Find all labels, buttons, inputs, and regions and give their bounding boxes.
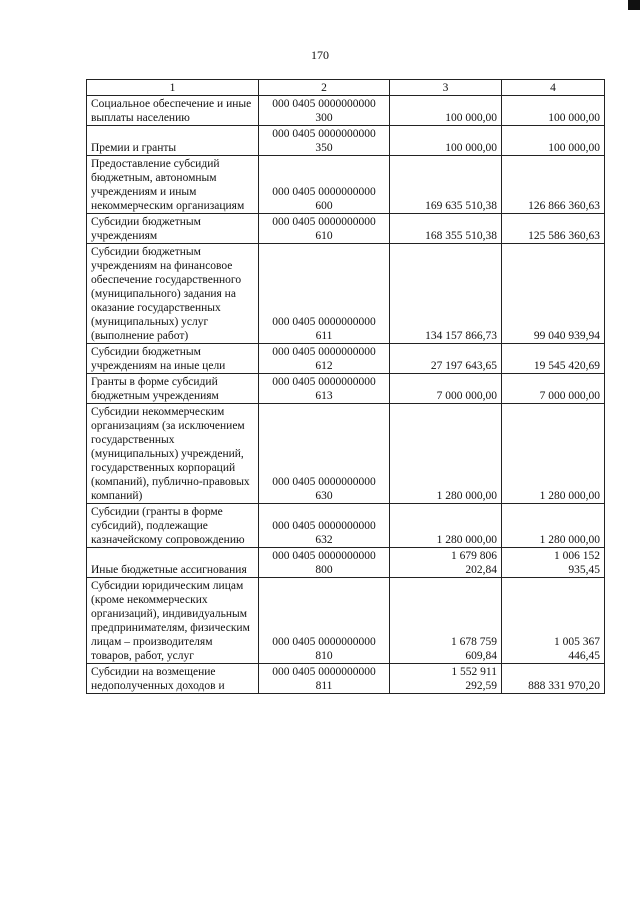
row-code [259, 664, 390, 694]
row-code-line-1: 000 0405 0000000000 [272, 98, 376, 110]
row-value-col3-line-2: 609,84 [465, 650, 497, 662]
row-value-col3-line-2: 1 280 000,00 [436, 534, 497, 546]
row-code-line-1: 000 0405 0000000000 [272, 316, 376, 328]
row-name: Субсидии некоммерческим организациям (за исключением государственных (муниципальных) учреждений, государственных корпораций (компаний), публично-правовых компаний) [87, 404, 259, 504]
row-value-col3 [390, 664, 502, 694]
row-value-col3 [390, 404, 502, 504]
row-value-col3-line-1: 1 678 759 [451, 636, 497, 648]
row-code-line-1: 000 0405 0000000000 [272, 636, 376, 648]
row-name: Субсидии юридическим лицам (кроме некоммерческих организаций), индивидуальным предпринимателям, физическим лицам – производителям товаров, работ, услуг [87, 578, 259, 664]
row-code [259, 578, 390, 664]
page-number: 170 [311, 48, 329, 62]
row-code-line-2: 612 [315, 360, 333, 372]
corner-mark [628, 0, 640, 10]
row-value-col3-line-1: 1 679 806 [451, 550, 497, 562]
row-code-line-1: 000 0405 0000000000 [272, 476, 376, 488]
table-row [87, 214, 605, 244]
row-value-col3-line-2: 168 355 510,38 [425, 230, 497, 242]
row-value-col4-line-2: 1 280 000,00 [539, 490, 600, 502]
budget-table [86, 79, 605, 694]
row-value-col4 [502, 578, 605, 664]
row-value-col3 [390, 214, 502, 244]
row-name: Субсидии на возмещение недополученных доходов и [87, 664, 259, 694]
row-code-line-2: 811 [315, 680, 333, 692]
row-code-line-2: 350 [315, 142, 333, 154]
row-value-col4-line-2: 126 866 360,63 [528, 200, 600, 212]
row-name: Гранты в форме субсидий бюджетным учреждениям [87, 374, 259, 404]
row-code [259, 504, 390, 548]
row-code-line-1: 000 0405 0000000000 [272, 186, 376, 198]
column-header-1: 1 [87, 80, 259, 96]
row-code [259, 404, 390, 504]
row-value-col3 [390, 244, 502, 344]
row-value-col3 [390, 126, 502, 156]
row-value-col4 [502, 404, 605, 504]
row-name: Субсидии (гранты в форме субсидий), подлежащие казначейскому сопровождению [87, 504, 259, 548]
row-value-col3 [390, 578, 502, 664]
row-value-col3-line-2: 134 157 866,73 [425, 330, 497, 342]
row-value-col3-line-2: 100 000,00 [445, 112, 497, 124]
column-header-3: 3 [390, 80, 502, 96]
row-name: Субсидии бюджетным учреждениям [87, 214, 259, 244]
row-value-col4 [502, 548, 605, 578]
row-code [259, 374, 390, 404]
row-value-col4-line-2: 100 000,00 [548, 112, 600, 124]
row-value-col4 [502, 664, 605, 694]
table-row [87, 126, 605, 156]
row-value-col4 [502, 96, 605, 126]
row-value-col3 [390, 374, 502, 404]
row-value-col4 [502, 504, 605, 548]
row-value-col4-line-1: 1 006 152 [554, 550, 600, 562]
table-row [87, 244, 605, 344]
table-header-row [87, 80, 605, 96]
row-name: Субсидии бюджетным учреждениям на финансовое обеспечение государственного (муниципального) задания на оказание государственных (муниципальных) услуг (выполнение работ) [87, 244, 259, 344]
row-value-col4-line-2: 935,45 [568, 564, 600, 576]
row-code-line-1: 000 0405 0000000000 [272, 376, 376, 388]
row-value-col3-line-2: 100 000,00 [445, 142, 497, 154]
row-value-col3-line-2: 1 280 000,00 [436, 490, 497, 502]
row-value-col4 [502, 214, 605, 244]
row-name: Премии и гранты [87, 126, 259, 156]
row-name: Предоставление субсидий бюджетным, автономным учреждениям и иным некоммерческим организациям [87, 156, 259, 214]
table-row [87, 548, 605, 578]
row-value-col4 [502, 156, 605, 214]
row-value-col3 [390, 156, 502, 214]
row-value-col4-line-1: 1 005 367 [554, 636, 600, 648]
row-code-line-2: 611 [315, 330, 333, 342]
row-value-col4 [502, 126, 605, 156]
column-header-4: 4 [502, 80, 605, 96]
row-value-col4-line-2: 446,45 [568, 650, 600, 662]
row-code-line-1: 000 0405 0000000000 [272, 550, 376, 562]
row-value-col4 [502, 374, 605, 404]
row-value-col4-line-2: 100 000,00 [548, 142, 600, 154]
row-value-col4-line-2: 125 586 360,63 [528, 230, 600, 242]
table-row [87, 504, 605, 548]
table-body [87, 96, 605, 694]
row-value-col3 [390, 344, 502, 374]
row-code [259, 548, 390, 578]
row-value-col3-line-2: 7 000 000,00 [436, 390, 497, 402]
row-code-line-2: 800 [315, 564, 333, 576]
row-code-line-1: 000 0405 0000000000 [272, 666, 376, 678]
table-row [87, 404, 605, 504]
row-code [259, 344, 390, 374]
row-value-col3 [390, 504, 502, 548]
row-value-col3 [390, 96, 502, 126]
row-value-col3-line-2: 202,84 [465, 564, 497, 576]
column-header-2: 2 [259, 80, 390, 96]
row-code-line-2: 810 [315, 650, 333, 662]
row-value-col3-line-2: 169 635 510,38 [425, 200, 497, 212]
row-value-col4-line-2: 1 280 000,00 [539, 534, 600, 546]
row-name: Иные бюджетные ассигнования [87, 548, 259, 578]
row-value-col3 [390, 548, 502, 578]
row-code-line-1: 000 0405 0000000000 [272, 346, 376, 358]
table-row [87, 156, 605, 214]
row-code-line-2: 630 [315, 490, 333, 502]
row-value-col3-line-1: 1 552 911 [451, 666, 497, 678]
row-code [259, 244, 390, 344]
table-row [87, 344, 605, 374]
row-value-col4 [502, 344, 605, 374]
row-value-col4 [502, 244, 605, 344]
table-row [87, 374, 605, 404]
row-value-col4-line-2: 888 331 970,20 [528, 680, 600, 692]
table-row [87, 96, 605, 126]
row-code [259, 214, 390, 244]
row-code-line-1: 000 0405 0000000000 [272, 216, 376, 228]
row-code-line-1: 000 0405 0000000000 [272, 520, 376, 532]
row-value-col4-line-2: 19 545 420,69 [533, 360, 600, 372]
row-code [259, 156, 390, 214]
row-value-col4-line-2: 7 000 000,00 [539, 390, 600, 402]
row-name: Социальное обеспечение и иные выплаты населению [87, 96, 259, 126]
row-code-line-1: 000 0405 0000000000 [272, 128, 376, 140]
row-code [259, 126, 390, 156]
row-code-line-2: 600 [315, 200, 333, 212]
row-code [259, 96, 390, 126]
row-code-line-2: 300 [315, 112, 333, 124]
row-value-col4-line-2: 99 040 939,94 [533, 330, 600, 342]
row-value-col3-line-2: 27 197 643,65 [430, 360, 497, 372]
row-name: Субсидии бюджетным учреждениям на иные цели [87, 344, 259, 374]
table-row [87, 578, 605, 664]
row-code-line-2: 632 [315, 534, 333, 546]
row-value-col3-line-2: 292,59 [465, 680, 497, 692]
row-code-line-2: 610 [315, 230, 333, 242]
row-code-line-2: 613 [315, 390, 333, 402]
table-row [87, 664, 605, 694]
